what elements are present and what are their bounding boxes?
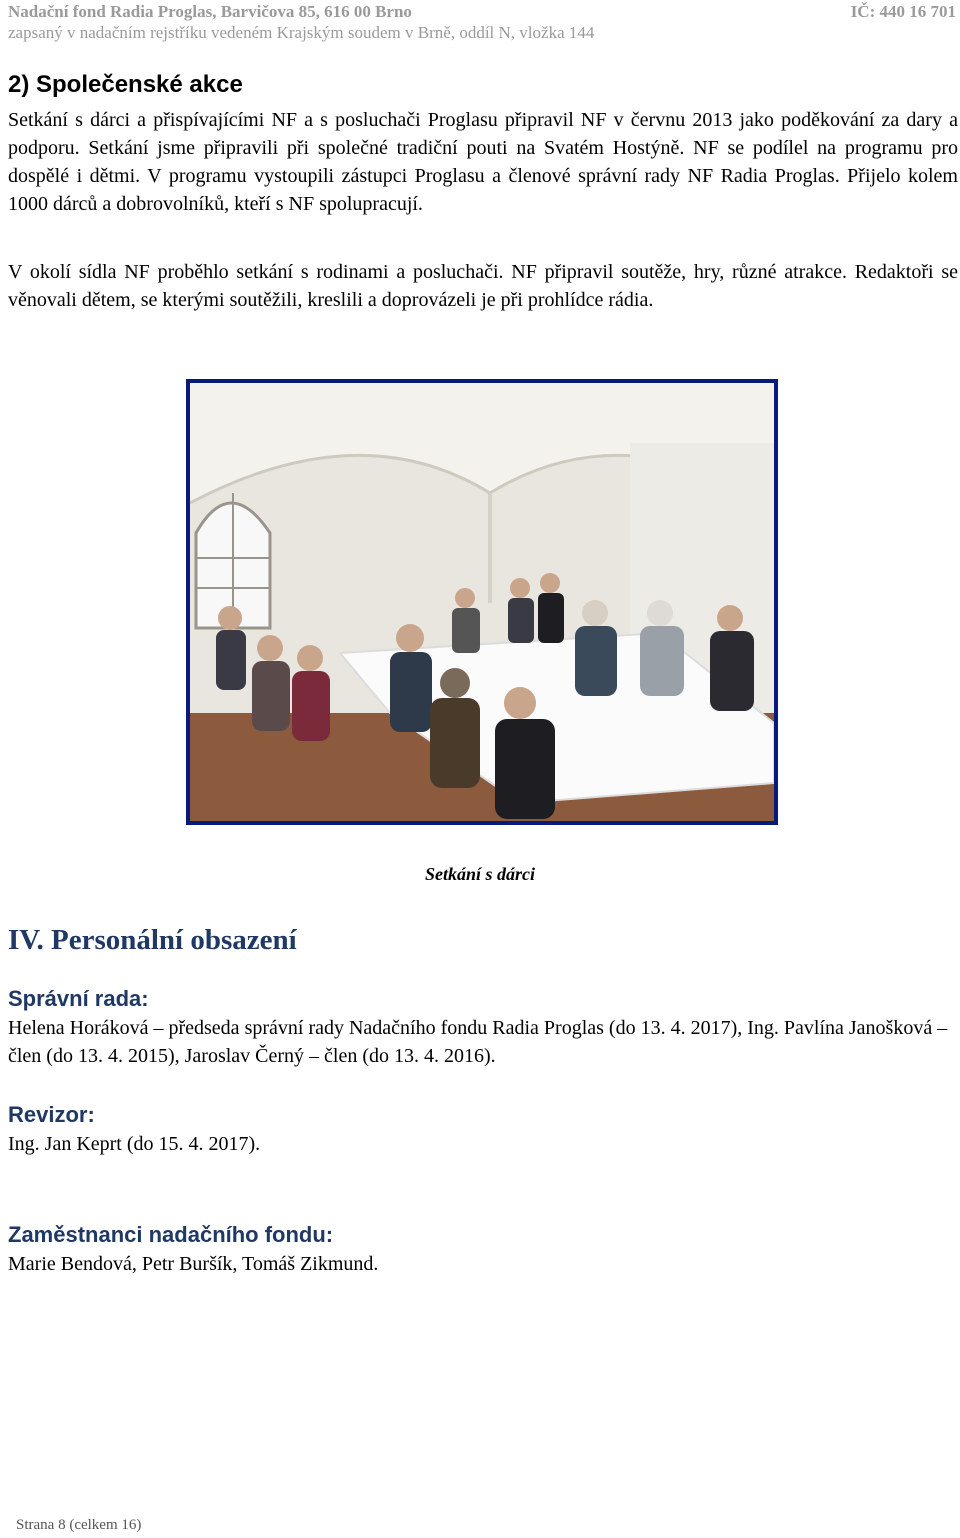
auditor-text: Ing. Jan Keprt (do 15. 4. 2017). xyxy=(8,1133,261,1155)
page-header xyxy=(8,2,956,44)
page-footer: Strana 8 (celkem 16) xyxy=(16,1517,142,1533)
staff-text: Marie Bendová, Petr Buršík, Tomáš Zikmund. xyxy=(8,1253,379,1275)
auditor-heading: Revizor: xyxy=(8,1102,95,1127)
event-photo xyxy=(186,379,778,825)
header-organization: Nadační fond Radia Proglas, Barvičova 85, 616 00 Brno xyxy=(8,2,412,21)
board-text: Helena Horáková – předseda správní rady Nadačního fondu Radia Proglas (do 13. 4. 2017), Ing. Pavlína Janošková – člen (do 13. 4. 2015), Jaroslav Černý – člen (do 13. 4. 2016). xyxy=(8,1017,948,1067)
staff-heading: Zaměstnanci nadačního fondu: xyxy=(8,1222,334,1247)
section-heading: 2) Společenské akce xyxy=(8,71,243,98)
chapter-heading: IV. Personální obsazení xyxy=(8,924,297,956)
event-photo-illustration xyxy=(190,383,774,821)
section-paragraph-2: V okolí sídla NF proběhlo setkání s rodinami a posluchači. NF připravil soutěže, hry, různé atrakce. Redaktoři se věnovali dětem, se kterými soutěžili, kreslili a doprovázeli je při prohlídce rádia. xyxy=(8,261,958,311)
section-paragraph-1: Setkání s dárci a přispívajícími NF a s posluchači Proglasu připravil NF v červnu 2013 jako poděkování za dary a podporu. Setkání jsme připravili při společné tradiční pouti na Svatém Hostýně. NF se podílel na programu pro dospělé i dětmi. V programu vystoupili zástupci Proglasu a členové správní rady NF Radia Proglas. Přijelo kolem 1000 dárců a dobrovolníků, kteří s NF spolupracují. xyxy=(8,109,958,215)
board-heading: Správní rada: xyxy=(8,986,149,1011)
photo-caption: Setkání s dárci xyxy=(424,864,535,884)
header-row xyxy=(8,2,956,22)
header-registry: zapsaný v nadačním rejstříku vedeném Krajským soudem v Brně, oddíl N, vložka 144 xyxy=(8,23,595,42)
header-ico: IČ: 440 16 701 xyxy=(850,2,956,21)
